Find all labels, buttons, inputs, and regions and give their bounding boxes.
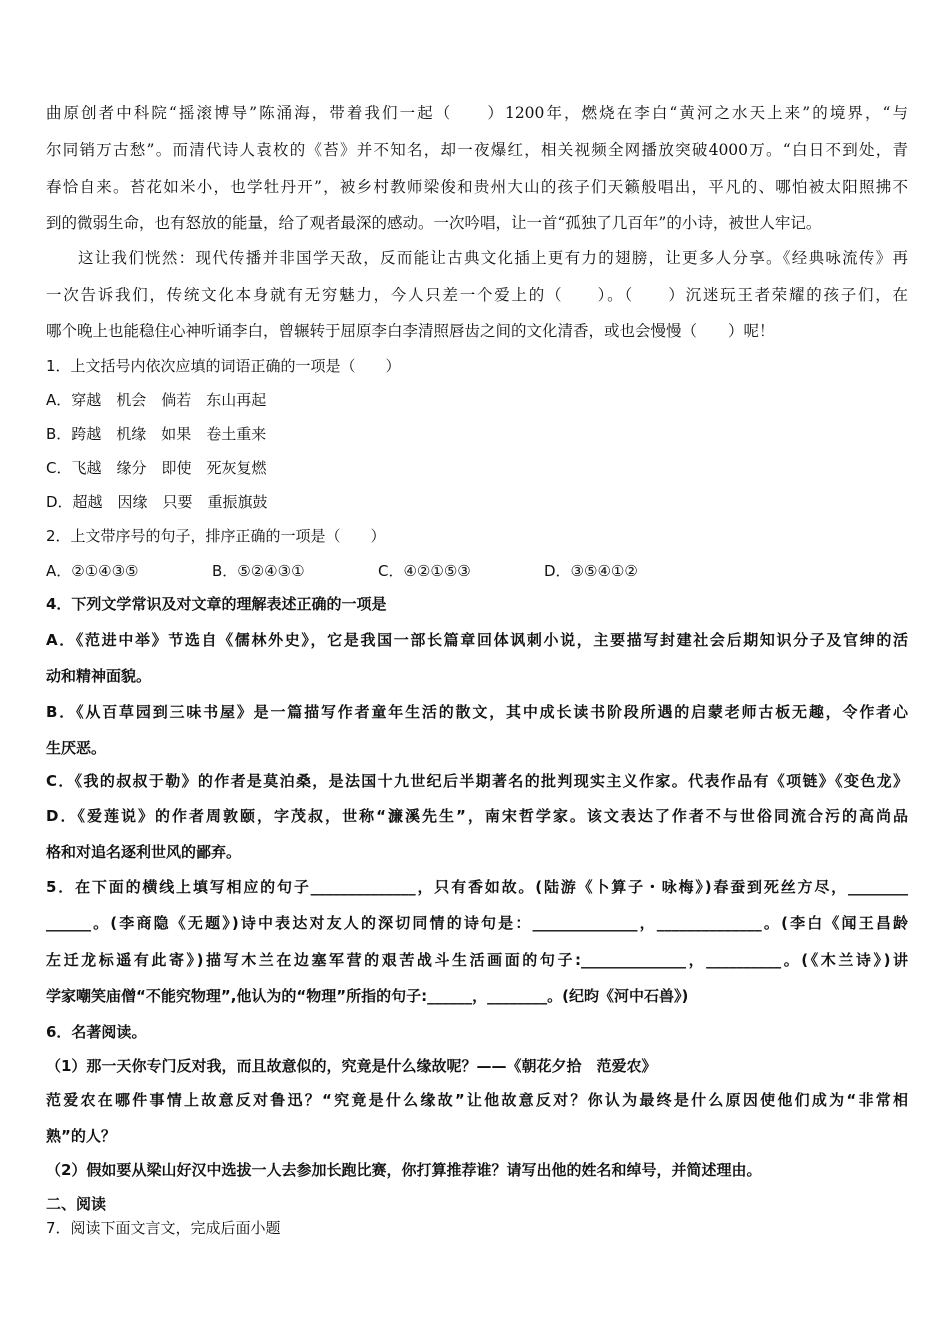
q1-option-d: D．超越 因缘 只要 重振旗鼓 [46, 493, 268, 511]
q2-option-d: D．③⑤④①② [544, 562, 638, 580]
q1-stem: 1．上文括号内依次应填的词语正确的一项是（ ） [46, 357, 401, 375]
q6-stem: 6．名著阅读。 [46, 1023, 147, 1041]
q4-option-a-line2: 动和精神面貌。 [46, 667, 152, 685]
passage-p1-line1: 曲原创者中科院“摇滚博导”陈涌海，带着我们一起（ ）1200年，燃烧在李白“黄河之水天上来”的境界，“与 [46, 104, 908, 122]
q1-option-c: C．飞越 缘分 即使 死灰复燃 [46, 459, 267, 477]
q5-line2: ______。(李商隐《无题》)诗中表达对友人的深切同情的诗句是：______________，______________。(李白《闻王昌龄 [46, 914, 908, 932]
q4-option-a-line1: A．《范进中举》节选自《儒林外史》，它是我国一部长篇章回体讽刺小说，主要描写封建社会后期知识分子及官绅的活 [46, 631, 908, 649]
passage-p2-line2: 一次告诉我们，传统文化本身就有无穷魅力，今人只差一个爱上的（ ）。（ ）沉迷玩王者荣耀的孩子们，在 [46, 286, 908, 304]
q2-options [46, 561, 908, 581]
passage-p2-line3: 哪个晚上也能稳住心神听诵李白，曾辗转于屈原李白李清照唇齿之间的文化清香，或也会慢慢（ ）呢！ [46, 322, 775, 340]
q5-line3: 左迁龙标遥有此寄》)描写木兰在边塞军营的艰苦战斗生活画面的句子:______________，__________。(《木兰诗》)讲 [46, 951, 908, 969]
q2-option-a: A．②①④③⑤ [46, 562, 139, 580]
q1-option-a: A．穿越 机会 倘若 东山再起 [46, 391, 267, 409]
passage-p1-line3: 春恰自来。苔花如米小，也学牡丹开”，被乡村教师梁俊和贵州大山的孩子们天籁般唱出，平凡的、哪怕被太阳照拂不 [46, 178, 908, 196]
q2-stem: 2．上文带序号的句子，排序正确的一项是（ ） [46, 527, 386, 545]
q4-option-c: C．《我的叔叔于勒》的作者是莫泊桑，是法国十九世纪后半期著名的批判现实主义作家。代表作品有《项链》《变色龙》 [46, 772, 908, 790]
q6-sub2: （2）假如要从梁山好汉中选拔一人去参加长跑比赛，你打算推荐谁？请写出他的姓名和绰号，并简述理由。 [46, 1161, 762, 1179]
q2-option-b: B．⑤②④③① [212, 562, 305, 580]
q6-sub1-question-line2: 熟”的人？ [46, 1127, 116, 1145]
passage-p1-line2: 尔同销万古愁”。而清代诗人袁枚的《苔》并不知名，却一夜爆红，相关视频全网播放突破4000万。“白日不到处，青 [46, 141, 908, 159]
section-title-reading: 二、阅读 [46, 1195, 107, 1213]
q5-line4: 学家嘲笑庙僧“不能究物理”,他认为的“物理”所指的句子:______，________。(纪昀《河中石兽》) [46, 987, 689, 1005]
q4-option-d-line1: D．《爱莲说》的作者周敦颐，字茂叔，世称“濂溪先生”，南宋哲学家。该文表达了作者不与世俗同流合污的高尚品 [46, 807, 908, 825]
q1-option-b: B．跨越 机缘 如果 卷土重来 [46, 425, 267, 443]
passage-p1-line4: 到的微弱生命，也有怒放的能量，给了观者最深的感动。一次吟唱，让一首“孤独了几百年”的小诗，被世人牢记。 [46, 214, 822, 232]
q4-option-d-line2: 格和对追名逐利世风的鄙弃。 [46, 843, 242, 861]
q4-stem: 4．下列文学常识及对文章的理解表述正确的一项是 [46, 595, 387, 613]
passage-p2-line1: 这让我们恍然：现代传播并非国学天敌，反而能让古典文化插上更有力的翅膀，让更多人分享。《经典咏流传》再 [78, 249, 908, 267]
q4-option-b-line1: B．《从百草园到三味书屋》是一篇描写作者童年生活的散文，其中成长读书阶段所遇的启蒙老师古板无趣，令作者心 [46, 703, 908, 721]
q6-sub1-question-line1: 范爱农在哪件事情上故意反对鲁迅？“究竟是什么缘故”让他故意反对？你认为最终是什么原因使他们成为“非常相 [46, 1091, 908, 1109]
q5-line1: 5．在下面的横线上填写相应的句子______________，只有香如故。(陆游《卜算子・咏梅》)春蚕到死丝方尽，________ [46, 878, 908, 896]
q4-option-b-line2: 生厌恶。 [46, 739, 107, 757]
q2-option-c: C．④②①⑤③ [378, 562, 471, 580]
q6-sub1: （1）那一天你专门反对我，而且故意似的，究竟是什么缘故呢？——《朝花夕拾 范爱农》 [46, 1057, 657, 1075]
q7-stem: 7．阅读下面文言文，完成后面小题 [46, 1219, 281, 1237]
